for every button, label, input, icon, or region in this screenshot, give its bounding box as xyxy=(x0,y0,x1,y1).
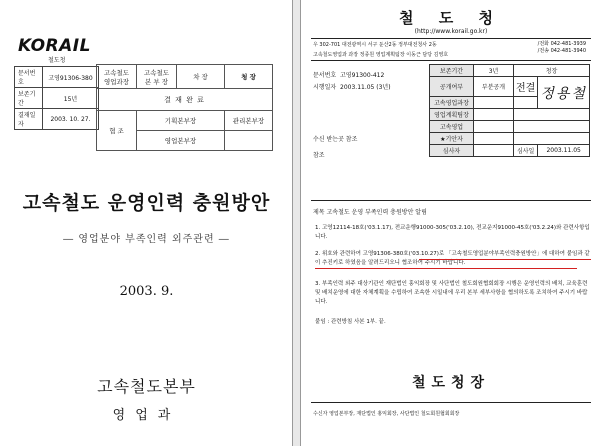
record-value xyxy=(474,145,514,157)
body-paragraph-3: 3. 부족인력 외주 대상기관인 재단법인 홍익회장 및 사단법인 철도회원협회회장 시행은 운영인력의 배치, 교육훈련 및 배치운영에 대한 자체계획을 수립하여 조속한 시일내에 우리 본부 세부사항을 협의하도록 조치하여 주시기 바랍니다. xyxy=(315,281,588,305)
coop-item: 기획본부장 xyxy=(137,111,225,131)
meta-value: 2003. 10. 27. xyxy=(43,109,99,130)
record-key: 고속영업과장 xyxy=(430,97,474,109)
record-key: ★기안자 xyxy=(430,133,474,145)
record-value xyxy=(474,121,514,133)
agency-address: 우 302-701 대전광역시 서구 둔산2동 정부대전청사 2동 xyxy=(313,42,437,48)
reference-field: 참조 xyxy=(313,152,325,159)
record-value xyxy=(474,133,514,145)
document-date: 2003. 9. xyxy=(119,284,174,299)
record-value: 2003.11.05 xyxy=(538,145,590,157)
phone-line: /전화 042-481-3939 xyxy=(537,41,586,47)
record-value xyxy=(514,121,590,133)
approval-table xyxy=(96,64,273,151)
coop-label: 협 조 xyxy=(97,111,137,151)
document-meta-table xyxy=(14,66,99,130)
record-key: 보존기간 xyxy=(430,65,474,77)
section-divider xyxy=(311,200,591,201)
header-divider xyxy=(311,38,591,39)
meta-key: 보존기간 xyxy=(15,88,43,109)
coop-item: 관리본부장 xyxy=(225,111,273,131)
record-value xyxy=(474,109,514,121)
agency-phone xyxy=(538,41,586,55)
document-title: 고속철도 운영인력 충원방안 xyxy=(22,192,271,214)
right-document-page xyxy=(300,0,600,446)
document-subject: 제목 고속철도 운영 부족인력 충원방안 알림 xyxy=(313,209,427,216)
approver-col: 청 장 xyxy=(225,65,273,89)
left-document-page xyxy=(0,0,293,446)
meta-key: 결재일자 xyxy=(15,109,43,130)
record-value xyxy=(514,133,590,145)
record-value: 부분공개 xyxy=(474,77,514,97)
record-value: 전결 xyxy=(514,77,538,97)
meta-value: 고영91306-380 xyxy=(43,67,99,88)
record-key: 영업계획팀장 xyxy=(430,109,474,121)
coop-item: 영업본부장 xyxy=(137,131,225,151)
record-value xyxy=(514,97,538,109)
approver-col: 고속철도 본 부 장 xyxy=(137,65,177,89)
meta-row xyxy=(15,88,99,109)
record-key: 심사자 xyxy=(430,145,474,157)
body-paragraph-1: 1. 고영12114-18호('03.1.17), 전교운행91000-305('03.2.10), 전교운지91000-45호('03.2.24)와 관련사항입니다. xyxy=(315,225,590,240)
issue-date-field xyxy=(313,82,391,91)
recipients-line: 수신자 영업본부장, 재단법인 홍익회장, 사단법인 철도회원협회회장 xyxy=(313,411,460,417)
fax-line: /전송 042-481-3940 xyxy=(537,48,586,54)
red-underline xyxy=(419,259,591,260)
issuer-signature-line: 철도청장 xyxy=(411,375,491,391)
signature: 정용철 xyxy=(538,77,590,109)
department-line: 고속철도영업과 과장 정종원 영업계획팀장 이동근 담당 김영호 xyxy=(313,52,449,58)
footer-divider xyxy=(311,402,591,403)
record-key: 고속영업 xyxy=(430,121,474,133)
issuing-department: 영업과 xyxy=(112,408,181,423)
approver-col: 차 장 xyxy=(177,65,225,89)
body-paragraph-2: 2. 위호와 관련하여 고영91306-380호('03.10.27)로 「고속철도영업분야부족인력충원방안」에 대하여 붙임과 같이 추진키로 하였음을 알려드리오니 협조하여 주시기 바랍니다. xyxy=(315,251,590,266)
meta-value: 15년 xyxy=(43,88,99,109)
document-subtitle: ― 영업분야 부족인력 외주관련 ― xyxy=(63,234,230,245)
meta-key: 문서번호 xyxy=(15,67,43,88)
recipient-field: 수신 받는곳 참조 xyxy=(313,136,358,143)
approval-record-table xyxy=(429,64,590,157)
record-key: 심사일 xyxy=(514,145,538,157)
approval-status: 결 재 완 료 xyxy=(97,89,273,111)
logo-subtitle: 철도청 xyxy=(48,57,66,64)
doc-number-label: 문서번호 xyxy=(313,72,337,79)
korail-logo: KORAIL xyxy=(18,36,91,56)
doc-number-value: 고영91300-412 xyxy=(340,72,385,79)
coop-empty xyxy=(225,131,273,151)
attachment-note: 붙임 : 관련방침 사본 1부. 끝. xyxy=(315,319,386,325)
record-key: 공개여부 xyxy=(430,77,474,97)
record-value: 청장 xyxy=(514,65,590,77)
meta-row xyxy=(15,67,99,88)
red-underline xyxy=(315,268,577,269)
issuing-organization: 고속철도본부 xyxy=(97,377,196,396)
record-value: 3년 xyxy=(474,65,514,77)
record-value xyxy=(474,97,514,109)
meta-row xyxy=(15,109,99,130)
doc-number-field xyxy=(313,70,384,79)
header-divider xyxy=(311,60,591,61)
issue-date-value: 2003.11.05 (3년) xyxy=(340,84,391,91)
record-value xyxy=(514,109,590,121)
agency-title: 철 도 청 xyxy=(399,9,503,27)
issue-date-label: 시행일자 xyxy=(313,84,337,91)
page-gap xyxy=(293,0,300,446)
agency-url: (http://www.korail.go.kr) xyxy=(414,28,488,35)
approver-col: 고속철도 영업과장 xyxy=(97,65,137,89)
